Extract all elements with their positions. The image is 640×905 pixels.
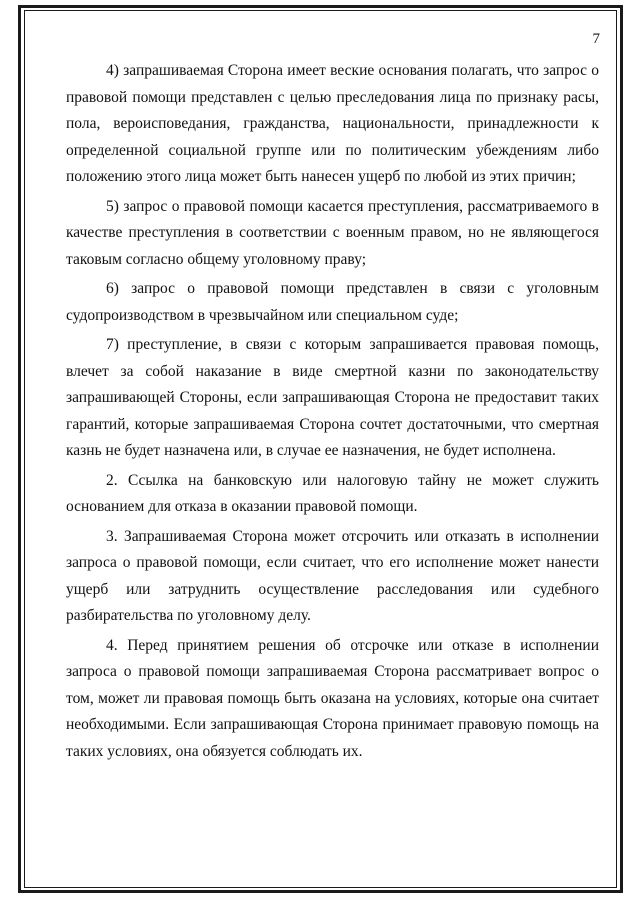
paragraph-item-5: 5) запрос о правовой помощи касается преступления, рассматриваемого в качестве преступления в соответствии с военным правом, но не являющегося таковым согласно общему уголовному праву; [66,197,599,268]
paragraph-clause-3: 3. Запрашиваемая Сторона может отсрочить или отказать в исполнении запроса о правовой помощи, если считает, что его исполнение может нанести ущерб или затруднить осуществление расследования или судебного разбирательства по уголовному делу. [66,527,599,624]
paragraph-clause-4: 4. Перед принятием решения об отсрочке или отказе в исполнении запроса о правовой помощи запрашиваемая Сторона рассматривает вопрос о том, может ли правовая помощь быть оказана на условиях, которые она считает необходимыми. Если запрашивающая Сторона принимает правовую помощь на таких условиях, она обязуется соблюдать их. [66,636,599,760]
paragraph-item-7: 7) преступление, в связи с которым запрашивается правовая помощь, влечет за собой наказание в виде смертной казни по законодательству запрашивающей Стороны, если запрашивающая Сторона не предоставит таких гарантий, которые запрашиваемая Сторона сочтет достаточными, что смертная казнь не будет назначена или, в случае ее назначения, не будет исполнена. [66,336,599,459]
document-body [66,58,599,765]
paragraph-item-4: 4) запрашиваемая Сторона имеет веские основания полагать, что запрос о правовой помощи представлен с целью преследования лица по признаку расы, пола, вероисповедания, гражданства, национальности, принадлежности к определенной социальной группе или по политическим убеждениям либо положению этого лица может быть нанесен ущерб по любой из этих причин; [66,62,599,185]
paragraph-item-6: 6) запрос о правовой помощи представлен в связи с уголовным судопроизводством в чрезвычайном или специальном суде; [66,280,599,324]
paragraph-clause-2: 2. Ссылка на банковскую или налоговую тайну не может служить основанием для отказа в оказании правовой помощи. [66,471,599,515]
page-number: 7 [592,31,600,47]
